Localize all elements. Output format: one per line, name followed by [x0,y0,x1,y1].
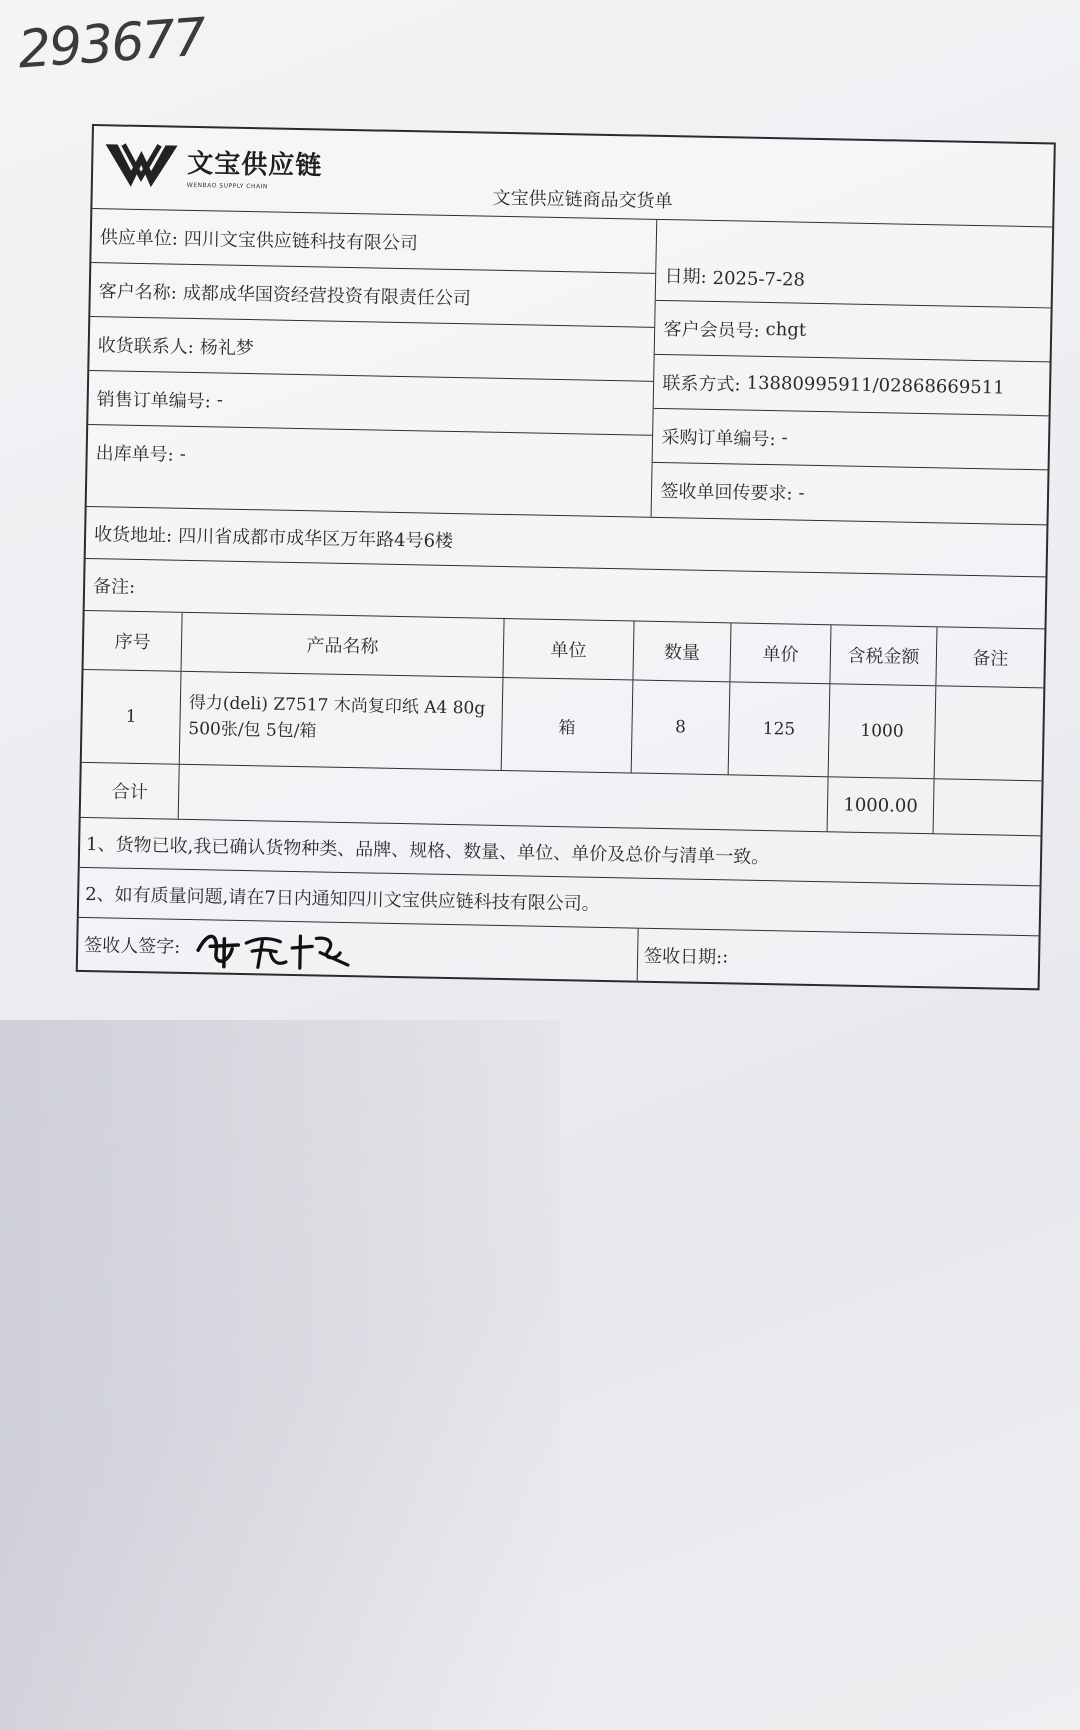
address-label: 收货地址: [93,523,173,547]
signer-label: 签收人签字: [84,935,181,958]
supplier-value: 四川文宝供应链科技有限公司 [183,228,419,254]
customer-value: 成都成华国资经营投资有限责任公司 [182,282,472,309]
note-line-1: 1、货物已收,我已确认货物种类、品牌、规格、数量、单位、单价及总价与清单一致。 [80,818,1041,886]
sign-date-value: : [722,945,729,967]
sign-date-cell [638,929,1039,989]
member-line [655,301,1051,363]
sales-order-value: - [216,389,224,411]
outbound-label: 出库单号: [95,443,174,466]
receipt-req-value: - [798,482,805,504]
date-label: 日期: [664,266,707,288]
row-unit: 箱 [502,678,634,772]
date-line [656,220,1052,309]
header-qty: 数量 [633,622,731,682]
info-block [87,209,1053,525]
info-left-column [87,209,658,517]
contact-label: 收货联系人: [97,334,195,358]
note-line-2: 2、如有质量问题,请在7日内通知四川文宝供应链科技有限公司。 [79,868,1040,936]
outbound-line [87,425,652,490]
header-remark: 备注 [972,648,1009,670]
purchase-order-line [653,409,1049,471]
info-right-column [652,220,1052,525]
row-no: 1 [82,670,182,764]
signer-cell [78,918,639,981]
company-logo [101,136,323,196]
member-value: chgt [765,318,807,341]
header-unit: 单位 [503,619,634,679]
purchase-order-value: - [781,427,788,449]
header-price: 单价 [730,623,831,683]
total-amount: 1000.00 [828,777,935,833]
row-remark [935,686,1044,780]
row-qty: 8 [632,680,731,774]
handwritten-number: 293677 [16,7,207,81]
row-amount: 1000 [829,684,937,778]
outbound-value: - [179,443,187,465]
header-amount: 含税金额 [830,625,937,685]
logo-name-en: WENBAO SUPPLY CHAIN [186,181,268,191]
total-remark [934,779,1042,835]
logo-mark-icon [101,136,182,194]
remark-label: 备注: [92,575,136,598]
receipt-req-label: 签收单回传要求: [660,480,793,505]
document-title: 文宝供应链商品交货单 [492,187,673,213]
phone-value: 13880995911/02868669511 [746,372,1005,399]
logo-name-cn: 文宝供应链 [186,148,323,182]
row-name: 得力(deli) Z7517 木尚复印纸 A4 80g 500张/包 5包/箱 [180,672,504,770]
total-label: 合计 [81,763,180,819]
sign-date-label: 签收日期: [643,945,723,969]
contact-value: 杨礼梦 [199,336,255,359]
sales-order-label: 销售订单编号: [96,388,211,412]
table-row [82,670,1044,781]
logo-text [187,143,323,192]
delivery-form [76,124,1056,990]
supplier-label: 供应单位: [99,226,179,250]
address-value: 四川省成都市成华区万年路4号6楼 [177,525,454,552]
row-price: 125 [729,682,831,776]
phone-label: 联系方式: [662,372,741,395]
member-label: 客户会员号: [663,318,760,342]
date-value: 2025-7-28 [712,267,806,291]
customer-label: 客户名称: [98,280,178,304]
purchase-order-label: 采购订单编号: [661,426,776,450]
receipt-req-line [652,463,1048,525]
header-no: 序号 [84,611,183,671]
phone-line [654,355,1050,417]
header-name: 产品名称 [182,613,505,677]
handwritten-signature-icon [188,920,389,976]
